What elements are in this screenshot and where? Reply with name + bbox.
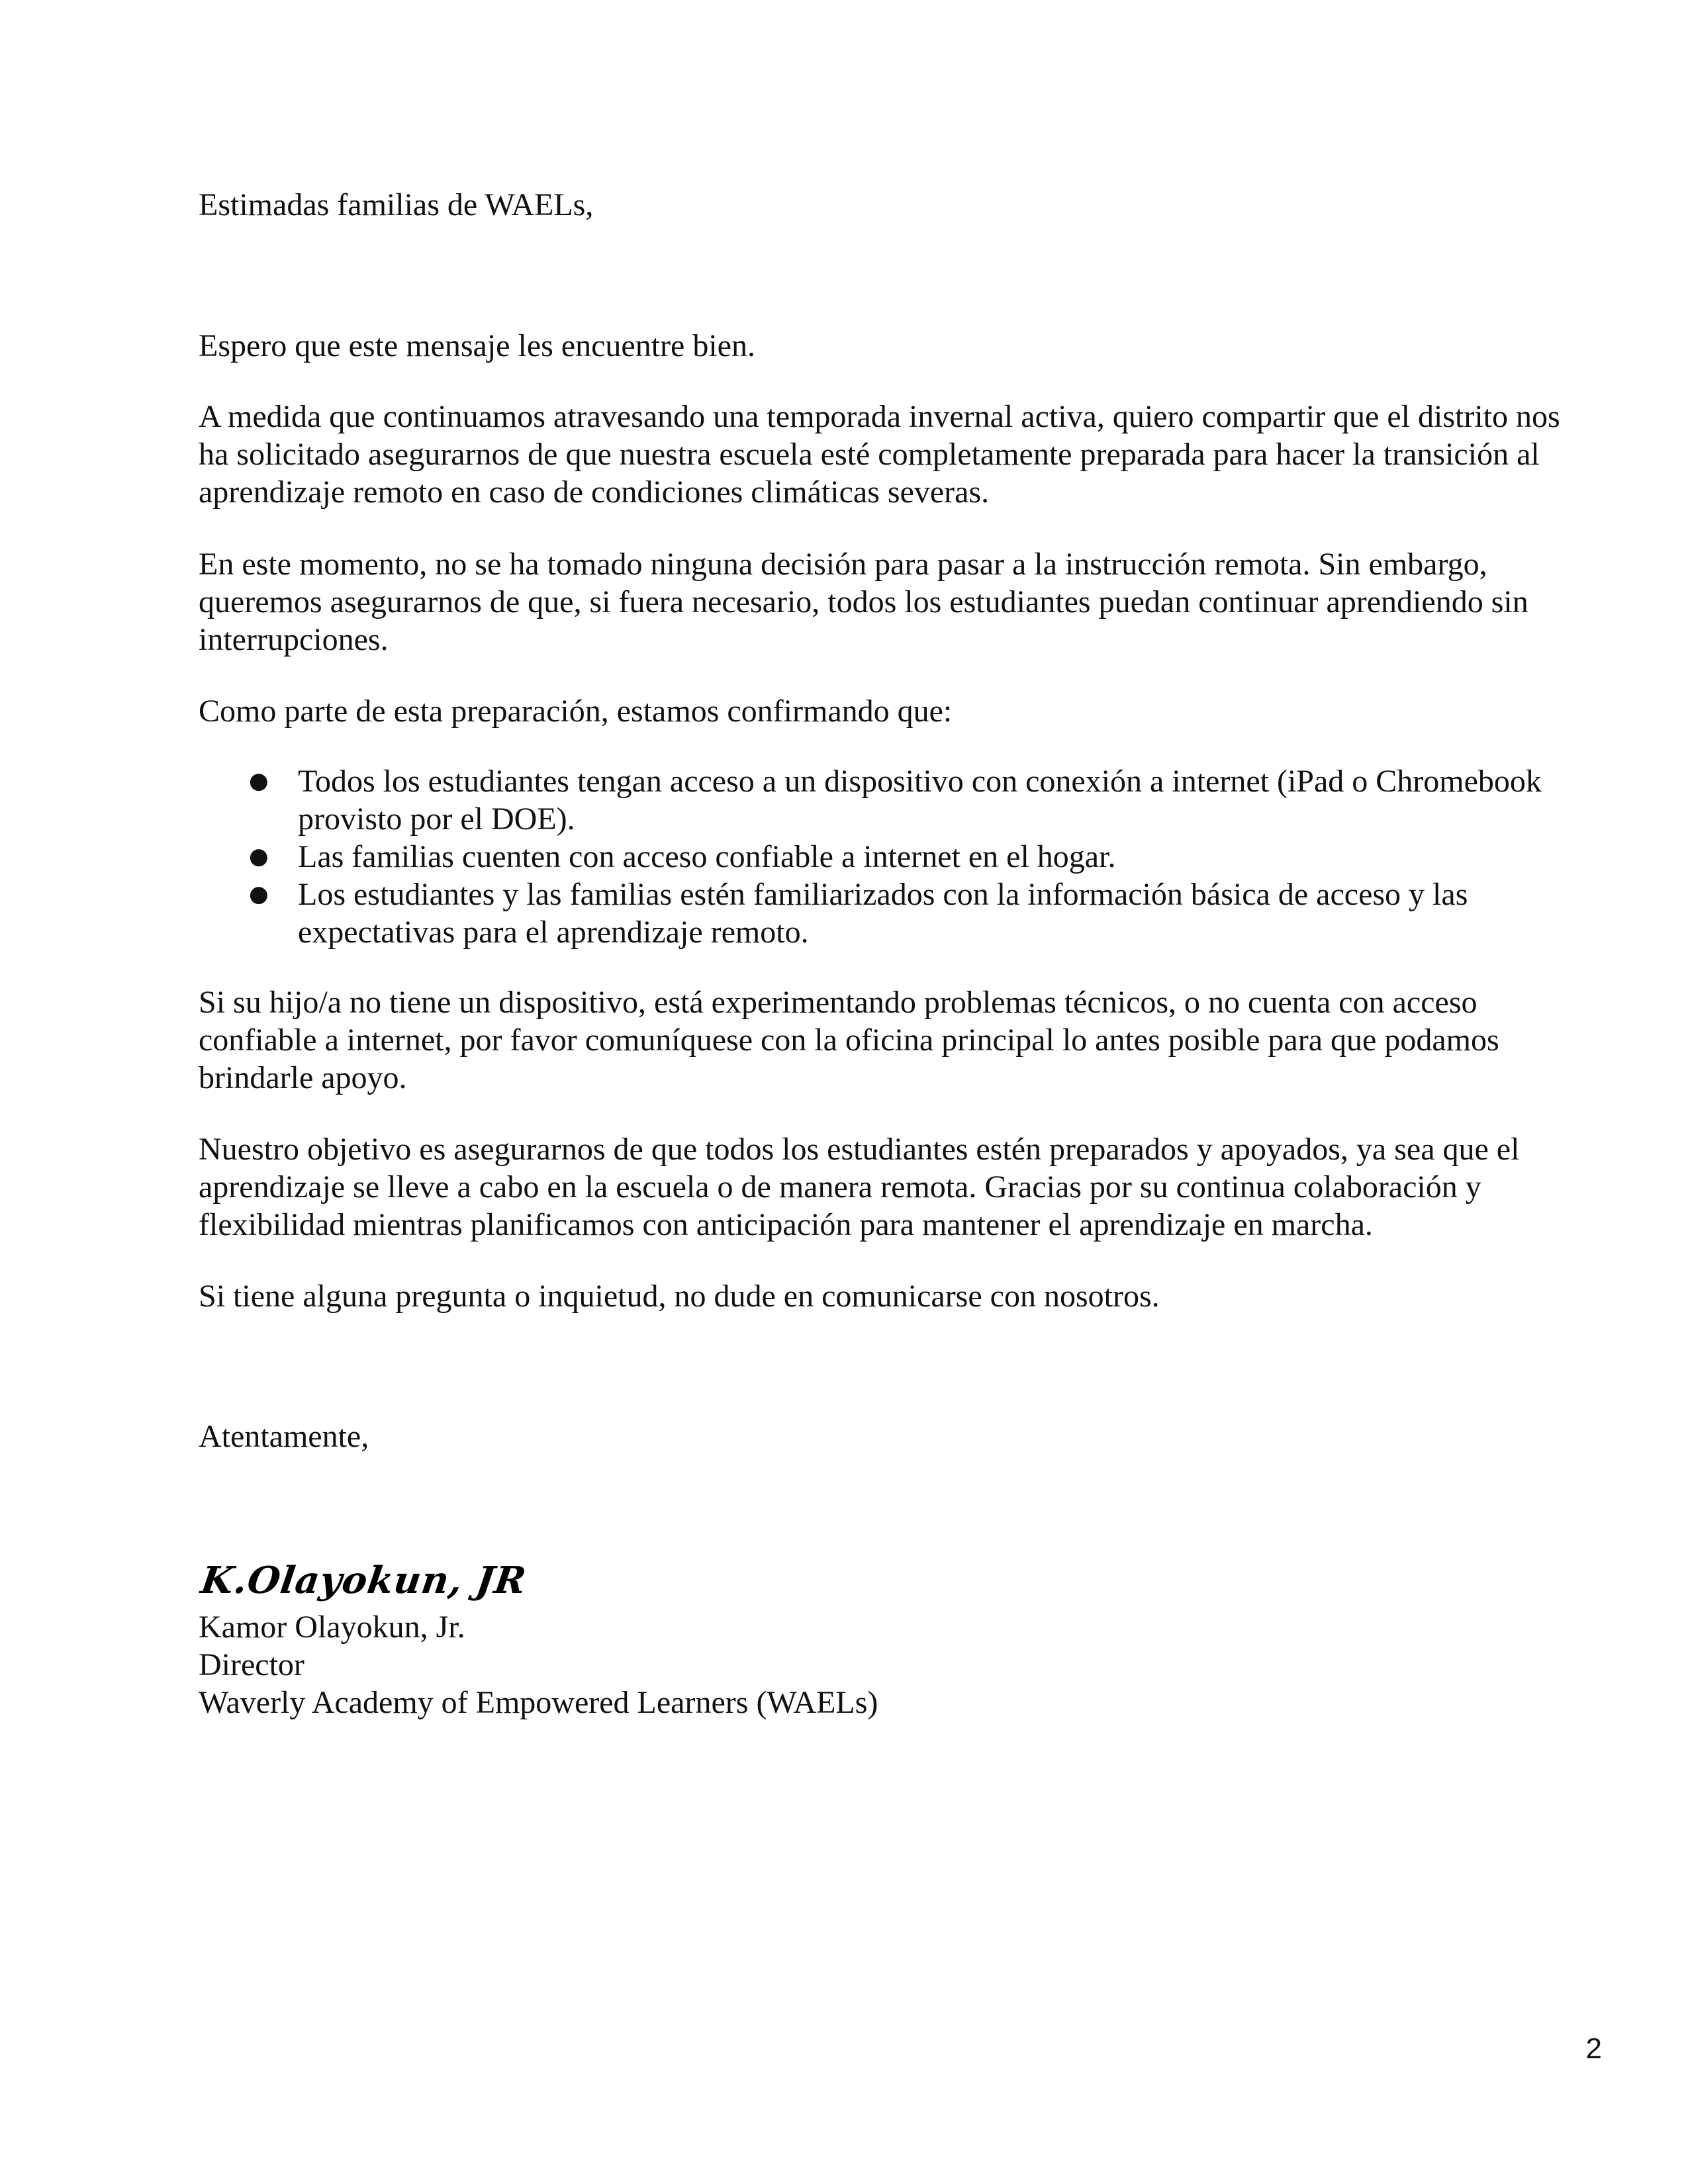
preparation-list bbox=[199, 762, 1595, 951]
page-number: 2 bbox=[1585, 2032, 1602, 2065]
paragraph-objective: Nuestro objetivo es asegurarnos de que todos los estudiantes estén preparados y apoyados, ya sea que el aprendizaje se lleve a cabo en la escuela o de manera remota. Gracias por su continua colaboración y flexibilidad mientras planificamos con anticipación para mantener el aprendizaje en marcha. bbox=[199, 1132, 1520, 1242]
list-item-text: Las familias cuenten con acceso confiable a internet en el hogar. bbox=[298, 839, 1116, 874]
handwritten-signature: K.Olayokun, JR bbox=[198, 1559, 530, 1602]
list-intro: Como parte de esta preparación, estamos confirmando que: bbox=[199, 694, 953, 729]
list-item bbox=[199, 838, 1595, 876]
list-item-text: Todos los estudiantes tengan acceso a un dispositivo con conexión a internet (iPad o Chromebook provisto por el DOE). bbox=[298, 764, 1542, 837]
bullet-icon: ● bbox=[249, 881, 269, 907]
signer-title: Director bbox=[199, 1647, 305, 1682]
closing: Atentamente, bbox=[199, 1419, 369, 1454]
paragraph-questions: Si tiene alguna pregunta o inquietud, no dude en comunicarse con nosotros. bbox=[199, 1279, 1160, 1314]
signer-name: Kamor Olayokun, Jr. bbox=[199, 1610, 465, 1645]
list-item bbox=[199, 876, 1595, 951]
list-item bbox=[199, 762, 1595, 838]
opening-line: Espero que este mensaje les encuentre bien. bbox=[199, 328, 755, 363]
paragraph-district-request: A medida que continuamos atravesando una temporada invernal activa, quiero compartir que el distrito nos ha solicitado asegurarnos de que nuestra escuela esté completamente preparada para hacer la transición al aprendizaje remoto en caso de condiciones climáticas severas. bbox=[199, 399, 1560, 510]
paragraph-contact-office: Si su hijo/a no tiene un dispositivo, está experimentando problemas técnicos, o no cuenta con acceso confiable a internet, por favor comuníquese con la oficina principal lo antes posible para que podamos brindarle apoyo. bbox=[199, 985, 1499, 1095]
list-item-text: Los estudiantes y las familias estén familiarizados con la información básica de acceso y las expectativas para el aprendizaje remoto. bbox=[298, 877, 1468, 950]
greeting: Estimadas familias de WAELs, bbox=[199, 187, 594, 222]
bullet-icon: ● bbox=[249, 843, 269, 870]
paragraph-no-decision: En este momento, no se ha tomado ninguna decisión para pasar a la instrucción remota. Sin embargo, queremos asegurarnos de que, si fuera necesario, todos los estudiantes puedan continuar aprendiendo sin interrupciones. bbox=[199, 547, 1528, 657]
bullet-icon: ● bbox=[249, 768, 269, 794]
school-name: Waverly Academy of Empowered Learners (WAELs) bbox=[199, 1685, 878, 1720]
